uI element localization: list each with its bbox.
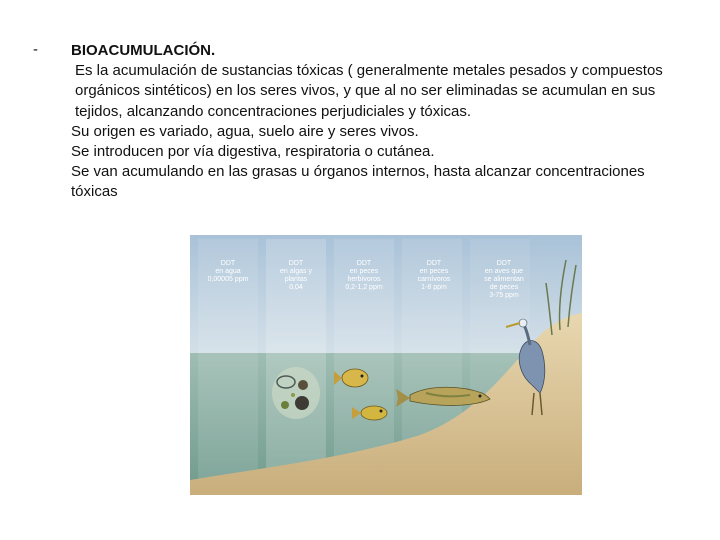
text-block bbox=[71, 41, 671, 203]
stage-label-carnivore: DDT en peces carnívoros 1-8 ppm bbox=[417, 260, 451, 291]
stage-label-algae: DDT en algas y plantas 0,04 bbox=[280, 260, 312, 291]
stage-label-bird: DDT en aves que se alimentan de peces 3-75 ppm bbox=[484, 260, 524, 299]
origin-paragraph: Su origen es variado, agua, suelo aire y seres vivos. bbox=[71, 122, 419, 140]
heading: BIOACUMULACIÓN. bbox=[71, 42, 216, 59]
accumulation-paragraph: Se van acumulando en las grasas u órganos internos, hasta alcanzar concentraciones tóxicas bbox=[71, 163, 645, 201]
algae-icon bbox=[272, 367, 320, 419]
entry-paragraph: Se introducen por vía digestiva, respiratoria o cutánea. bbox=[71, 143, 435, 161]
stage-label-water: DDT en agua 0,00005 ppm bbox=[207, 260, 249, 283]
definition-paragraph: Es la acumulación de sustancias tóxicas ( generalmente metales pesados y compuestos orgánicos sintéticos) en los seres vivos, y que al no ser eliminadas se acumulan en sus tejidos, alcanzando concentraciones perjudiciales y tóxicas. bbox=[75, 62, 663, 120]
bioaccumulation-illustration bbox=[190, 235, 582, 495]
stage-label-herbivore: DDT en peces herbívoros 0,2-1,2 ppm bbox=[345, 260, 383, 291]
list-bullet: - bbox=[33, 41, 38, 58]
